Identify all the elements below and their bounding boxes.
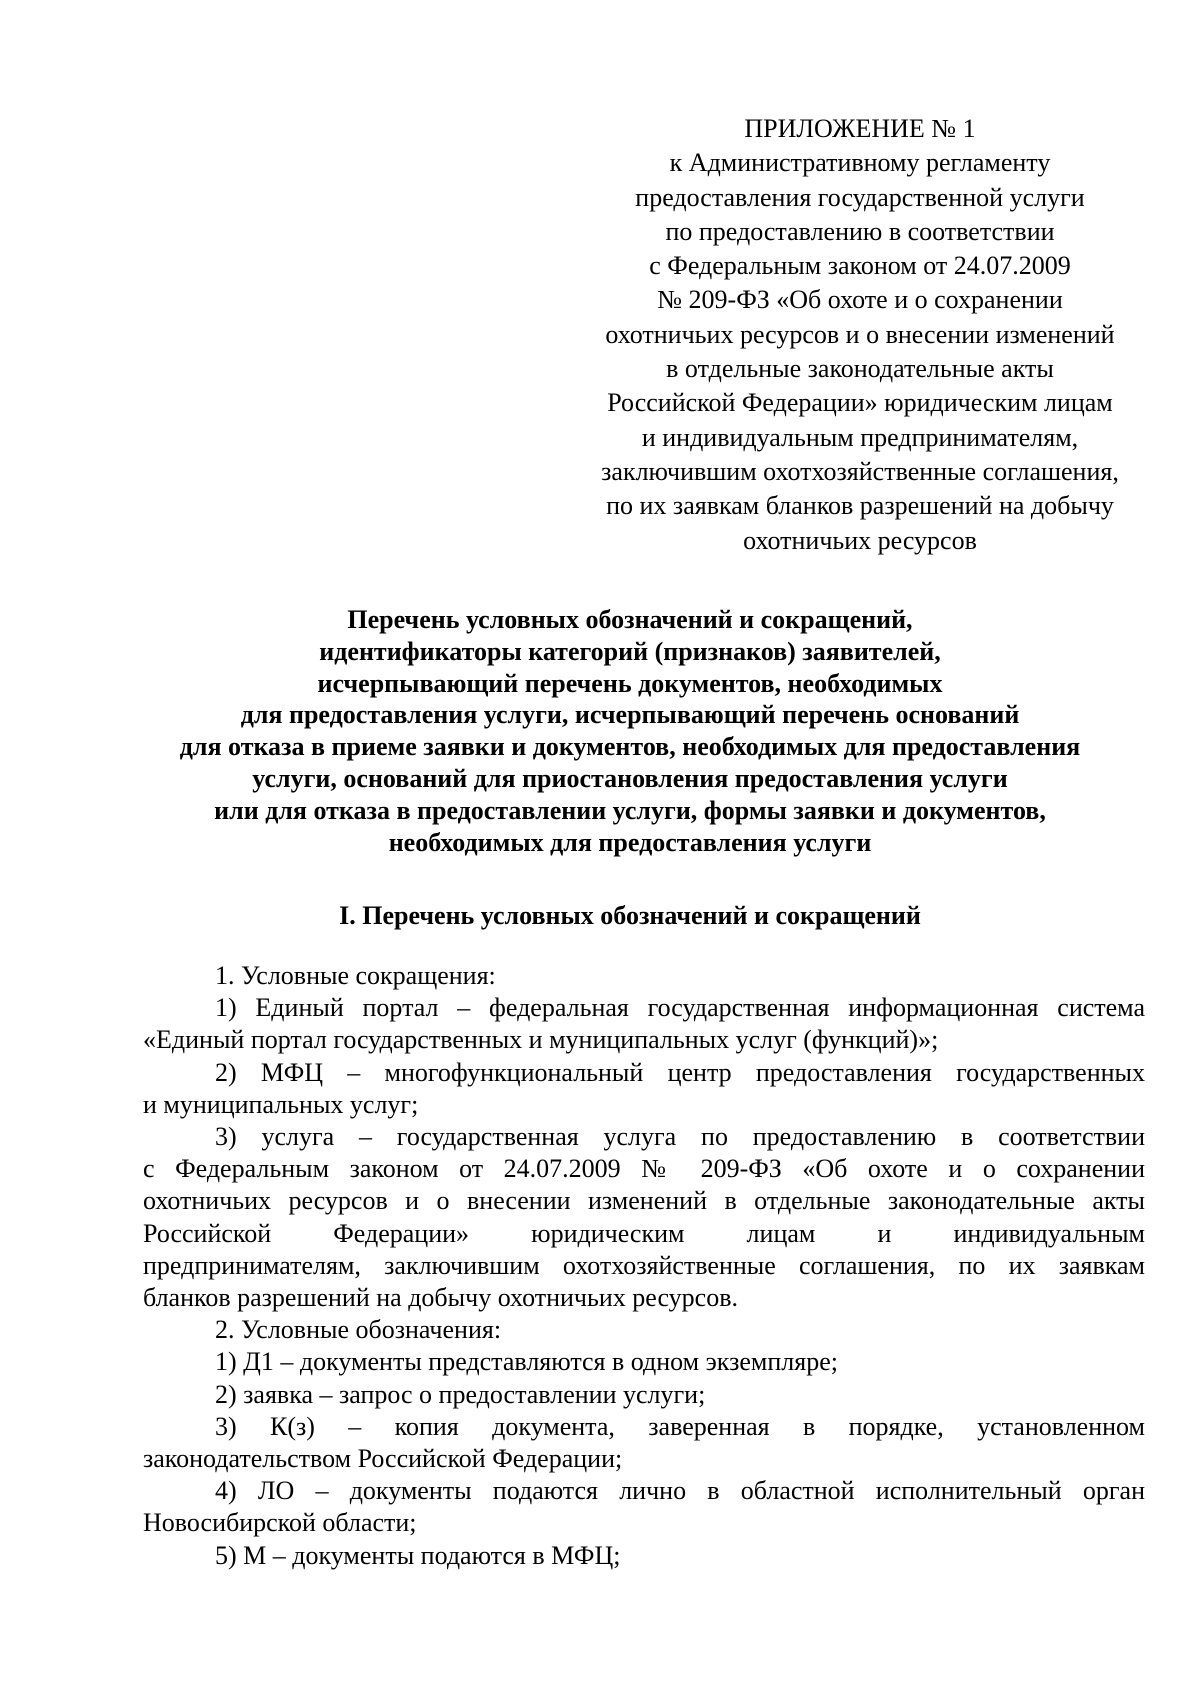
appendix-line: и индивидуальным предпринимателям, — [641, 422, 1079, 452]
paragraph-line: Российской Федерации» юридическим лицам и индивидуальным — [143, 1218, 1145, 1248]
paragraph-line: 2. Условные обозначения: — [215, 1315, 502, 1345]
paragraph-line: 5) М – документы подаются в МФЦ; — [215, 1540, 621, 1570]
paragraph-line: законодательством Российской Федерации; — [143, 1444, 623, 1474]
appendix-line: заключившим охотхозяйственные соглашения, — [601, 456, 1119, 486]
appendix-line: предоставления государственной услуги — [635, 182, 1085, 212]
title-line: услуги, оснований для приостановления предоставления услуги — [252, 763, 1008, 793]
appendix-line: ПРИЛОЖЕНИЕ № 1 — [744, 114, 976, 143]
paragraph-line: «Единый портал государственных и муниципальных услуг (функций)»; — [143, 1025, 939, 1055]
title-line: исчерпывающий перечень документов, необходимых — [317, 668, 943, 698]
title-line: идентификаторы категорий (признаков) заявителей, — [319, 636, 941, 666]
title-line: необходимых для предоставления услуги — [388, 827, 872, 857]
appendix-line: охотничьих ресурсов и о внесении изменений — [605, 319, 1115, 349]
paragraph-line: 2) МФЦ – многофункциональный центр предоставления государственных — [215, 1057, 1145, 1087]
section-heading: I. Перечень условных обозначений и сокращений — [339, 901, 921, 930]
appendix-line: к Административному регламенту — [669, 148, 1051, 178]
paragraph-line: 1. Условные сокращения: — [215, 961, 496, 990]
paragraph-line: 1) Единый портал – федеральная государственная информационная система — [215, 993, 1145, 1023]
appendix-line: № 209-ФЗ «Об охоте и о сохранении — [657, 285, 1063, 315]
paragraph-line: 1) Д1 – документы представляются в одном экземпляре; — [215, 1347, 838, 1377]
paragraph-line: 4) ЛО – документы подаются лично в областной исполнительный орган — [215, 1476, 1145, 1506]
document-title — [130, 604, 1130, 858]
title-line: для отказа в приеме заявки и документов, необходимых для предоставления — [179, 732, 1081, 762]
paragraph-line: бланков разрешений на добычу охотничьих ресурсов. — [143, 1283, 738, 1313]
appendix-header — [560, 112, 1160, 558]
paragraph-line: предпринимателям, заключившим охотхозяйственные соглашения, по их заявкам — [143, 1250, 1145, 1280]
paragraph-line: с Федеральным законом от 24.07.2009 № 209-ФЗ «Об охоте и о сохранении — [143, 1154, 1145, 1184]
appendix-line: по их заявкам бланков разрешений на добычу — [606, 491, 1114, 521]
paragraph-line: 2) заявка – запрос о предоставлении услуги; — [215, 1379, 706, 1409]
appendix-line: охотничьих ресурсов — [743, 525, 977, 555]
paragraph-line: 3) К(з) – копия документа, заверенная в порядке, установленном — [215, 1411, 1145, 1441]
paragraph-line: 3) услуга – государственная услуга по предоставлению в соответствии — [215, 1122, 1145, 1152]
paragraph-line: Новосибирской области; — [143, 1508, 417, 1538]
title-line: для предоставления услуги, исчерпывающий перечень оснований — [240, 700, 1020, 730]
appendix-line: в отдельные законодательные акты — [666, 354, 1054, 384]
appendix-line: с Федеральным законом от 24.07.2009 — [649, 251, 1071, 281]
title-line: или для отказа в предоставлении услуги, формы заявки и документов, — [214, 795, 1046, 825]
appendix-line: по предоставлению в соответствии — [665, 216, 1055, 246]
paragraph-line: охотничьих ресурсов и о внесении изменений в отдельные законодательные акты — [143, 1186, 1145, 1216]
appendix-line: Российской Федерации» юридическим лицам — [607, 388, 1113, 418]
document-body — [143, 960, 1145, 1572]
title-line: Перечень условных обозначений и сокращений, — [347, 605, 913, 634]
paragraph-line: и муниципальных услуг; — [143, 1089, 419, 1119]
